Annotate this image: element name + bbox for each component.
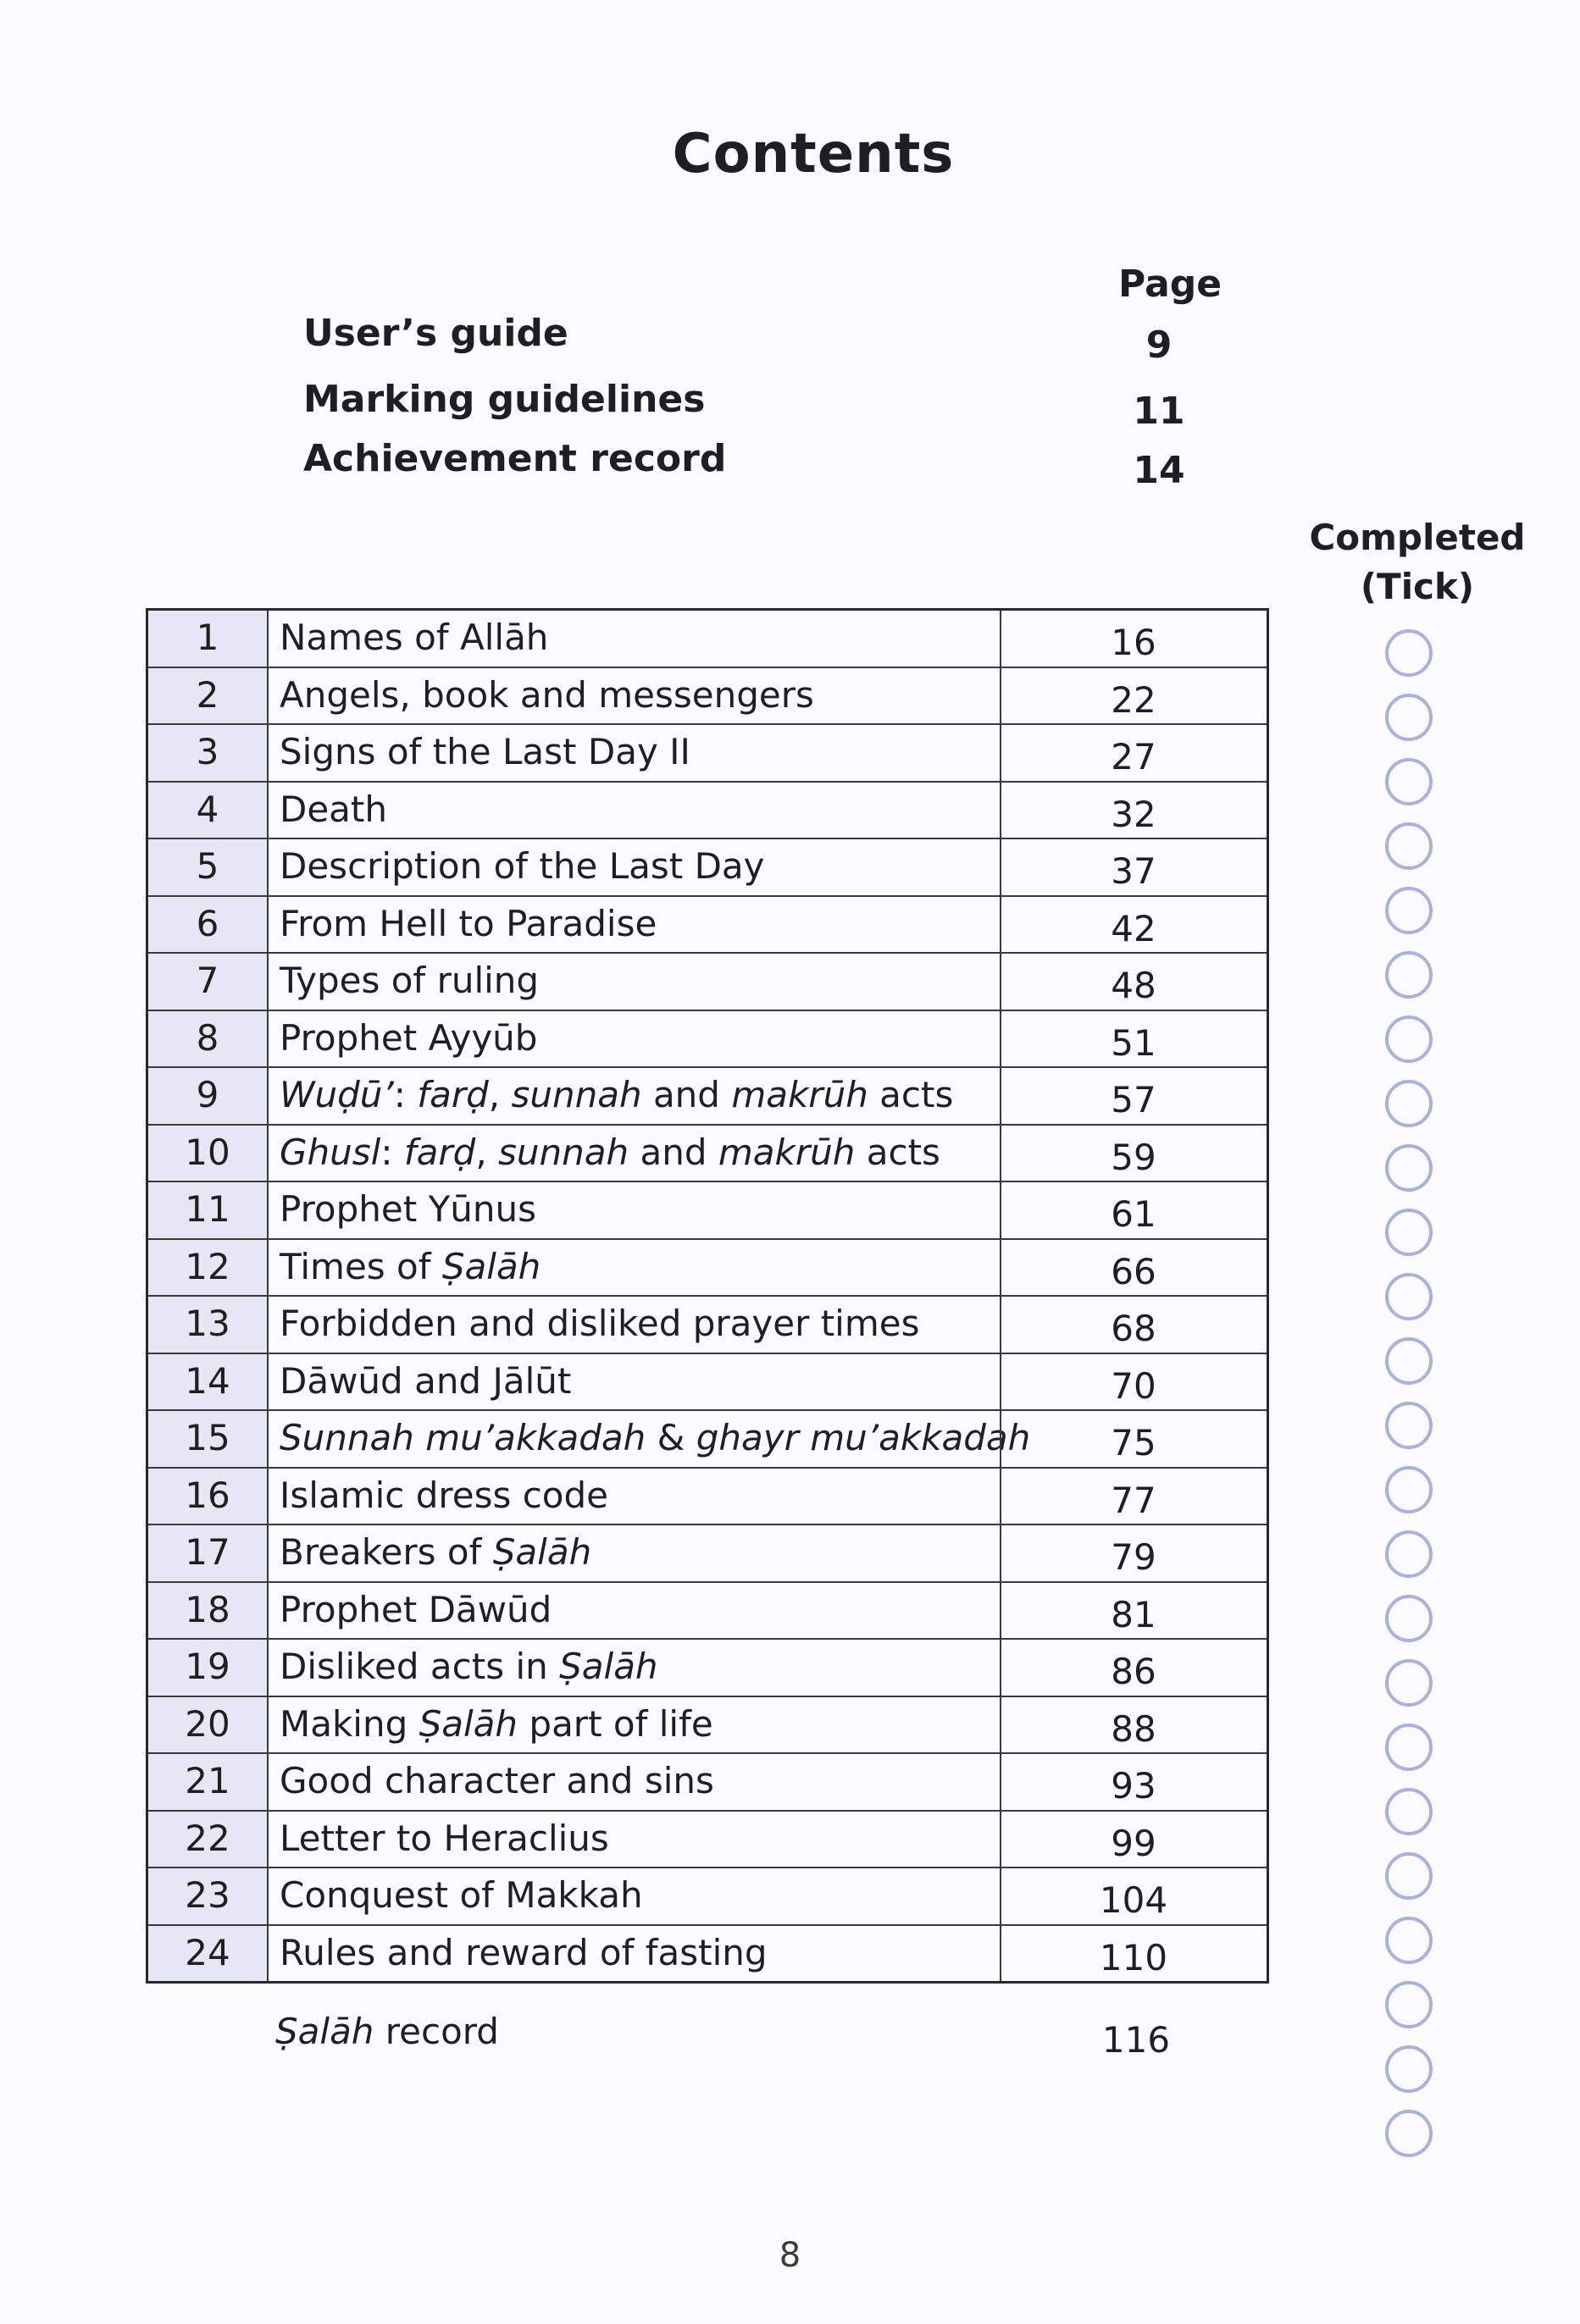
lesson-title: Signs of the Last Day II [280,731,690,772]
lesson-number: 21 [148,1754,269,1810]
tick-circle-icon[interactable] [1385,1273,1433,1320]
tick-circle-icon[interactable] [1385,951,1433,999]
table-row[interactable] [148,1011,1267,1069]
lesson-page: 110 [1000,1926,1266,1982]
table-row[interactable] [148,725,1267,783]
tick-circle-icon[interactable] [1385,629,1433,677]
front-matter-row[interactable] [303,312,1269,367]
table-row[interactable] [148,1354,1267,1412]
lesson-number: 23 [148,1868,269,1924]
table-row[interactable] [148,1583,1267,1641]
lesson-title: Ghusl: farḍ, sunnah and makrūh acts [280,1131,940,1173]
lesson-title: Prophet Yūnus [280,1188,536,1230]
lesson-title: Conquest of Makkah [280,1874,643,1916]
lesson-page: 79 [1000,1525,1266,1581]
tick-circle-icon[interactable] [1385,1595,1433,1642]
lesson-title: Angels, book and messengers [280,673,814,716]
tick-circle-icon[interactable] [1385,1659,1433,1707]
lesson-number: 7 [148,954,269,1010]
lesson-page: 42 [1000,897,1266,953]
lesson-page: 61 [1000,1182,1266,1238]
tick-circle-icon[interactable] [1385,2045,1433,2093]
lesson-page: 99 [1000,1812,1266,1868]
tick-circle-icon[interactable] [1385,1144,1433,1192]
lesson-number: 17 [148,1525,269,1581]
completed-column-header [1303,513,1532,611]
lesson-title: Disliked acts in Ṣalāh [280,1646,658,1687]
lesson-page: 48 [1000,954,1266,1010]
lesson-page: 75 [1000,1411,1266,1467]
lesson-title: Description of the Last Day [280,845,765,887]
tick-circle-icon[interactable] [1385,1015,1433,1063]
tick-circle-icon[interactable] [1385,1788,1433,1835]
lesson-number: 16 [148,1469,269,1524]
lesson-title: Wuḍū’: farḍ, sunnah and makrūh acts [280,1074,954,1115]
salah-record-page: 116 [1101,2019,1171,2061]
lesson-number: 10 [148,1126,269,1181]
lesson-page: 51 [1000,1011,1266,1067]
lesson-number: 11 [148,1182,269,1238]
table-row[interactable] [148,1754,1267,1812]
front-matter-row[interactable] [303,437,1269,492]
front-matter-page: 11 [1133,390,1185,433]
table-row[interactable] [148,1525,1267,1583]
table-row[interactable] [148,1812,1267,1869]
lesson-number: 6 [148,897,269,953]
lesson-title: Types of ruling [280,960,540,1001]
lesson-number: 14 [148,1354,269,1410]
lesson-number: 8 [148,1011,269,1067]
table-row[interactable] [148,1640,1267,1697]
tick-circle-icon[interactable] [1385,1209,1433,1256]
tick-circle-icon[interactable] [1385,1466,1433,1513]
lesson-page: 66 [1000,1240,1266,1296]
tick-circle-icon[interactable] [1385,822,1433,870]
table-row[interactable] [148,1297,1267,1354]
lesson-title: Names of Allāh [280,617,549,658]
completed-header-line2: (Tick) [1360,566,1475,607]
table-row[interactable] [148,1068,1267,1126]
front-matter-label: Marking guidelines [303,378,706,421]
lesson-number: 4 [148,783,269,838]
front-matter-page: 14 [1133,449,1185,492]
lesson-page: 22 [1000,668,1266,724]
lesson-page: 86 [1000,1640,1266,1696]
tick-circle-icon[interactable] [1385,1724,1433,1771]
completed-header-line1: Completed [1309,517,1526,558]
lesson-title: Breakers of Ṣalāh [280,1531,592,1573]
tick-circle-icon[interactable] [1385,1981,1433,2028]
lesson-number: 15 [148,1411,269,1467]
lesson-title: Good character and sins [280,1760,714,1801]
lesson-number: 12 [148,1240,269,1296]
table-row[interactable] [148,1240,1267,1298]
tick-circle-icon[interactable] [1385,1917,1433,1964]
tick-circle-icon[interactable] [1385,2110,1433,2157]
lesson-title: From Hell to Paradise [280,902,657,944]
salah-record-label: Ṣalāh record [275,2011,499,2052]
lesson-number: 2 [148,668,269,724]
front-matter-label: User’s guide [303,312,568,355]
table-row[interactable] [148,897,1267,955]
lesson-number: 1 [148,611,269,667]
lesson-title: Times of Ṣalāh [280,1245,541,1287]
lesson-title: Prophet Dāwūd [280,1588,552,1630]
table-row[interactable] [148,1926,1267,1982]
tick-circle-icon[interactable] [1385,1337,1433,1385]
table-row[interactable] [148,1868,1267,1926]
lesson-page: 32 [1000,783,1266,838]
tick-circle-icon[interactable] [1385,1530,1433,1578]
lesson-page: 93 [1000,1754,1266,1810]
lesson-page: 88 [1000,1697,1266,1753]
lesson-page: 59 [1000,1126,1266,1181]
lesson-page: 70 [1000,1354,1266,1410]
page-column-header: Page [1118,263,1222,306]
lesson-number: 24 [148,1926,269,1982]
table-row[interactable] [148,611,1267,668]
tick-circle-icon[interactable] [1385,887,1433,934]
lesson-title: Making Ṣalāh part of life [280,1702,713,1745]
tick-circle-icon[interactable] [1385,758,1433,805]
lesson-page: 77 [1000,1469,1266,1524]
table-row[interactable] [148,839,1267,897]
lesson-number: 19 [148,1640,269,1696]
lesson-page: 68 [1000,1297,1266,1353]
lesson-number: 18 [148,1583,269,1639]
table-row[interactable] [148,783,1267,840]
front-matter-label: Achievement record [303,437,727,480]
lesson-number: 20 [148,1697,269,1753]
table-row[interactable] [148,1126,1267,1183]
lesson-page: 37 [1000,839,1266,895]
lesson-page: 57 [1000,1068,1266,1124]
page-title: Contents [672,123,955,185]
table-row[interactable] [148,954,1267,1011]
lesson-title: Forbidden and disliked prayer times [280,1303,920,1344]
table-row[interactable] [148,1411,1267,1469]
lesson-title: Death [280,788,388,830]
table-row[interactable] [148,668,1267,726]
lesson-number: 13 [148,1297,269,1353]
table-row[interactable] [148,1182,1267,1240]
lesson-number: 3 [148,725,269,781]
tick-circle-icon[interactable] [1385,694,1433,741]
lesson-title: Letter to Heraclius [280,1817,609,1859]
tick-circle-icon[interactable] [1385,1402,1433,1449]
lesson-title: Rules and reward of fasting [280,1931,768,1973]
front-matter-row[interactable] [303,378,1269,433]
lesson-number: 5 [148,839,269,895]
lesson-page: 16 [1000,611,1266,667]
lesson-title: Dāwūd and Jālūt [280,1359,572,1402]
lesson-number: 22 [148,1812,269,1868]
lesson-page: 27 [1000,725,1266,781]
page-number: 8 [779,2236,801,2275]
table-row[interactable] [148,1469,1267,1526]
table-row[interactable] [148,1697,1267,1755]
salah-record-row[interactable] [275,2011,1267,2061]
completion-ticks [1377,629,1436,2174]
lesson-title: Sunnah mu’akkadah & ghayr mu’akkadah [280,1417,1031,1458]
front-matter-page: 9 [1145,324,1173,367]
contents-table [146,608,1269,1984]
lesson-page: 81 [1000,1583,1266,1639]
lesson-page: 104 [1000,1868,1266,1924]
lesson-number: 9 [148,1068,269,1124]
tick-circle-icon[interactable] [1385,1080,1433,1127]
lesson-title: Prophet Ayyūb [280,1016,538,1059]
lesson-title: Islamic dress code [280,1474,608,1516]
tick-circle-icon[interactable] [1385,1852,1433,1900]
